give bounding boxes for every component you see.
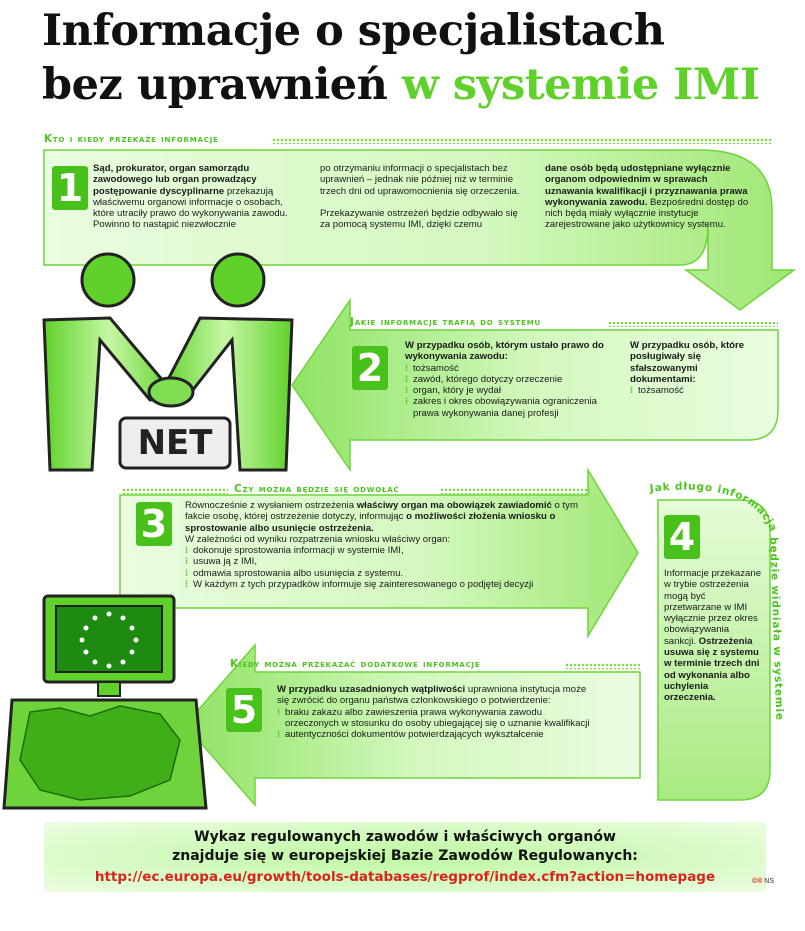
section-3-p1-c: o tym fakcie osobę, której ostrzeżenie dotyczy, informując	[185, 500, 578, 523]
section-3-item: ⁝ odmawia sprostowania albo usunięcia z systemu.	[185, 568, 597, 579]
section-3-p3: ⁝ W każdym z tych przypadków informuje się zainteresowanego o podjętej decyzji	[185, 579, 597, 590]
credit-author: NS	[764, 878, 775, 885]
section-5-dots	[565, 663, 640, 669]
step-5-number: 5	[226, 688, 262, 732]
section-5-p1-c: uprawniona instytucja może się zwrócić do organu państwa członkowskiego o potwierdzenie:	[277, 684, 587, 707]
section-5-p1-b: W przypadku uzasadnionych wątpliwości	[277, 684, 466, 695]
section-3-p1-d: o możliwości złożenia wniosku o sprostowanie albo usunięcie ostrzeżenia.	[185, 511, 556, 534]
credit	[752, 878, 774, 885]
section-1-col-3	[545, 163, 755, 231]
step-2-number: 2	[352, 346, 388, 390]
section-5-item: ⁝ autentyczności dokumentów potwierdzających wykształcenie	[277, 729, 592, 740]
title-line-2-green: w systemie IMI	[401, 60, 760, 110]
section-1-col-3-rest: Bezpośredni dostęp do nich będą miały wyłącznie instytucje zarejestrowane jako użytkownicy systemu.	[545, 196, 749, 231]
section-3-text	[185, 500, 597, 590]
section-5-heading: Kiedy można przekazać dodatkowe informacje	[230, 658, 481, 670]
section-2-right-head: W przypadku osób, które posługiwały się sfałszowanymi dokumentami:	[630, 340, 745, 385]
footer-line-1: Wykaz regulowanych zawodów i właściwych organów	[194, 829, 616, 845]
footer-box	[44, 822, 766, 892]
step-1-number: 1	[52, 166, 88, 210]
section-5-text	[277, 684, 592, 740]
section-2-left-item: ⁝ tożsamość	[405, 363, 610, 374]
title-line-2-dark: bez uprawnień	[42, 60, 402, 110]
section-3-p2: W zależności od wyniku rozpatrzenia wniosku właściwy organ:	[185, 533, 451, 545]
section-3-item: ⁝ dokonuje sprostowania informacji w systemie IMI,	[185, 545, 597, 556]
section-1-col-1	[93, 163, 305, 231]
section-4-heading: Jak długo informacja będzie widniała w systemie	[649, 480, 786, 722]
section-3-dots-right	[440, 488, 590, 494]
section-1-col-2-p1: po otrzymaniu informacji o specjalistach bez uprawnień – jednak nie później niż w terminie trzech dni od uprawomocnienia się orzeczenia.	[320, 163, 520, 197]
section-2-heading: Jakie informacje trafią do systemu	[350, 316, 541, 328]
section-2-left	[405, 340, 610, 419]
section-2-left-item: ⁝ organ, który je wydał	[405, 385, 610, 396]
section-3-item: ⁝ usuwa ją z IMI,	[185, 556, 597, 567]
section-5-item: ⁝ braku zakazu albo zawieszenia prawa wykonywania zawodu orzeczonych w stosunku do osoby ubiegającej się o uznanie kwalifikacji	[277, 707, 592, 730]
section-3-dots-left	[122, 488, 228, 494]
section-2-right-item: ⁝ tożsamość	[630, 385, 765, 396]
eu-monitor	[4, 596, 206, 808]
section-1-col-3-bold: dane osób będą udostępniane wyłącznie organom odpowiednim w sprawach uznawania kwalifikacji i przyznawania prawa wykonywania zawodu.	[545, 163, 748, 208]
footer-line-2: znajduje się w europejskiej Bazie Zawodów Regulowanych:	[172, 848, 638, 864]
section-1-col-2-p2: Przekazywanie ostrzeżeń będzie odbywało się za pomocą systemu IMI, dzięki czemu	[320, 207, 518, 231]
section-2-dots	[608, 321, 778, 327]
section-3-p1-a: Równocześnie z wysłaniem ostrzeżenia	[185, 500, 357, 511]
section-4-text-b: Ostrzeżenia usuwa się z systemu w terminie trzech dni od wykonania albo uchylenia orzeczenia.	[664, 635, 760, 704]
section-3-heading: Czy można będzie się odwołać	[234, 483, 400, 495]
section-2-left-item: ⁝ zawód, którego dotyczy orzeczenie	[405, 374, 610, 385]
section-2-left-head: W przypadku osób, którym ustało prawo do wykonywania zawodu:	[405, 340, 604, 363]
section-1-col-1-p2: Powinno to nastąpić niezwłocznie	[93, 219, 236, 231]
title-line-1: Informacje o specjalistach	[42, 6, 665, 56]
section-1-heading: Kto i kiedy przekaże informacje	[44, 133, 219, 145]
section-1-dots	[272, 138, 772, 144]
credit-symbol: ©®	[752, 878, 763, 885]
section-2-left-item: ⁝ zakres i okres obowiązywania ograniczenia prawa wykonywania danej profesji	[405, 396, 610, 419]
section-4-text	[664, 568, 762, 704]
net-label: NET	[137, 423, 213, 463]
section-4-text-a: Informacje przekazane w trybie ostrzeżenia mogą być przetwarzane w IMI wyłącznie przez okres obowiązywania sankcji.	[664, 568, 762, 647]
step-4-number: 4	[664, 515, 700, 559]
section-3-p1-b: właściwy organ ma obowiązek zawiadomić	[356, 500, 552, 511]
footer-url-link[interactable]: http://ec.europa.eu/growth/tools-databases/regprof/index.cfm?action=homepage	[94, 869, 716, 885]
section-1-col-1-rest: przekazują właściwemu organowi informacje o osobach, które utraciły prawo do wykonywania zawodu.	[93, 185, 288, 220]
section-1-col-2	[320, 163, 530, 230]
step-3-number: 3	[136, 502, 172, 546]
section-1-col-1-bold: Sąd, prokurator, organ samorządu zawodowego lub organ prowadzący postępowanie dyscyplinarne	[93, 163, 257, 197]
section-2-right	[630, 340, 765, 396]
